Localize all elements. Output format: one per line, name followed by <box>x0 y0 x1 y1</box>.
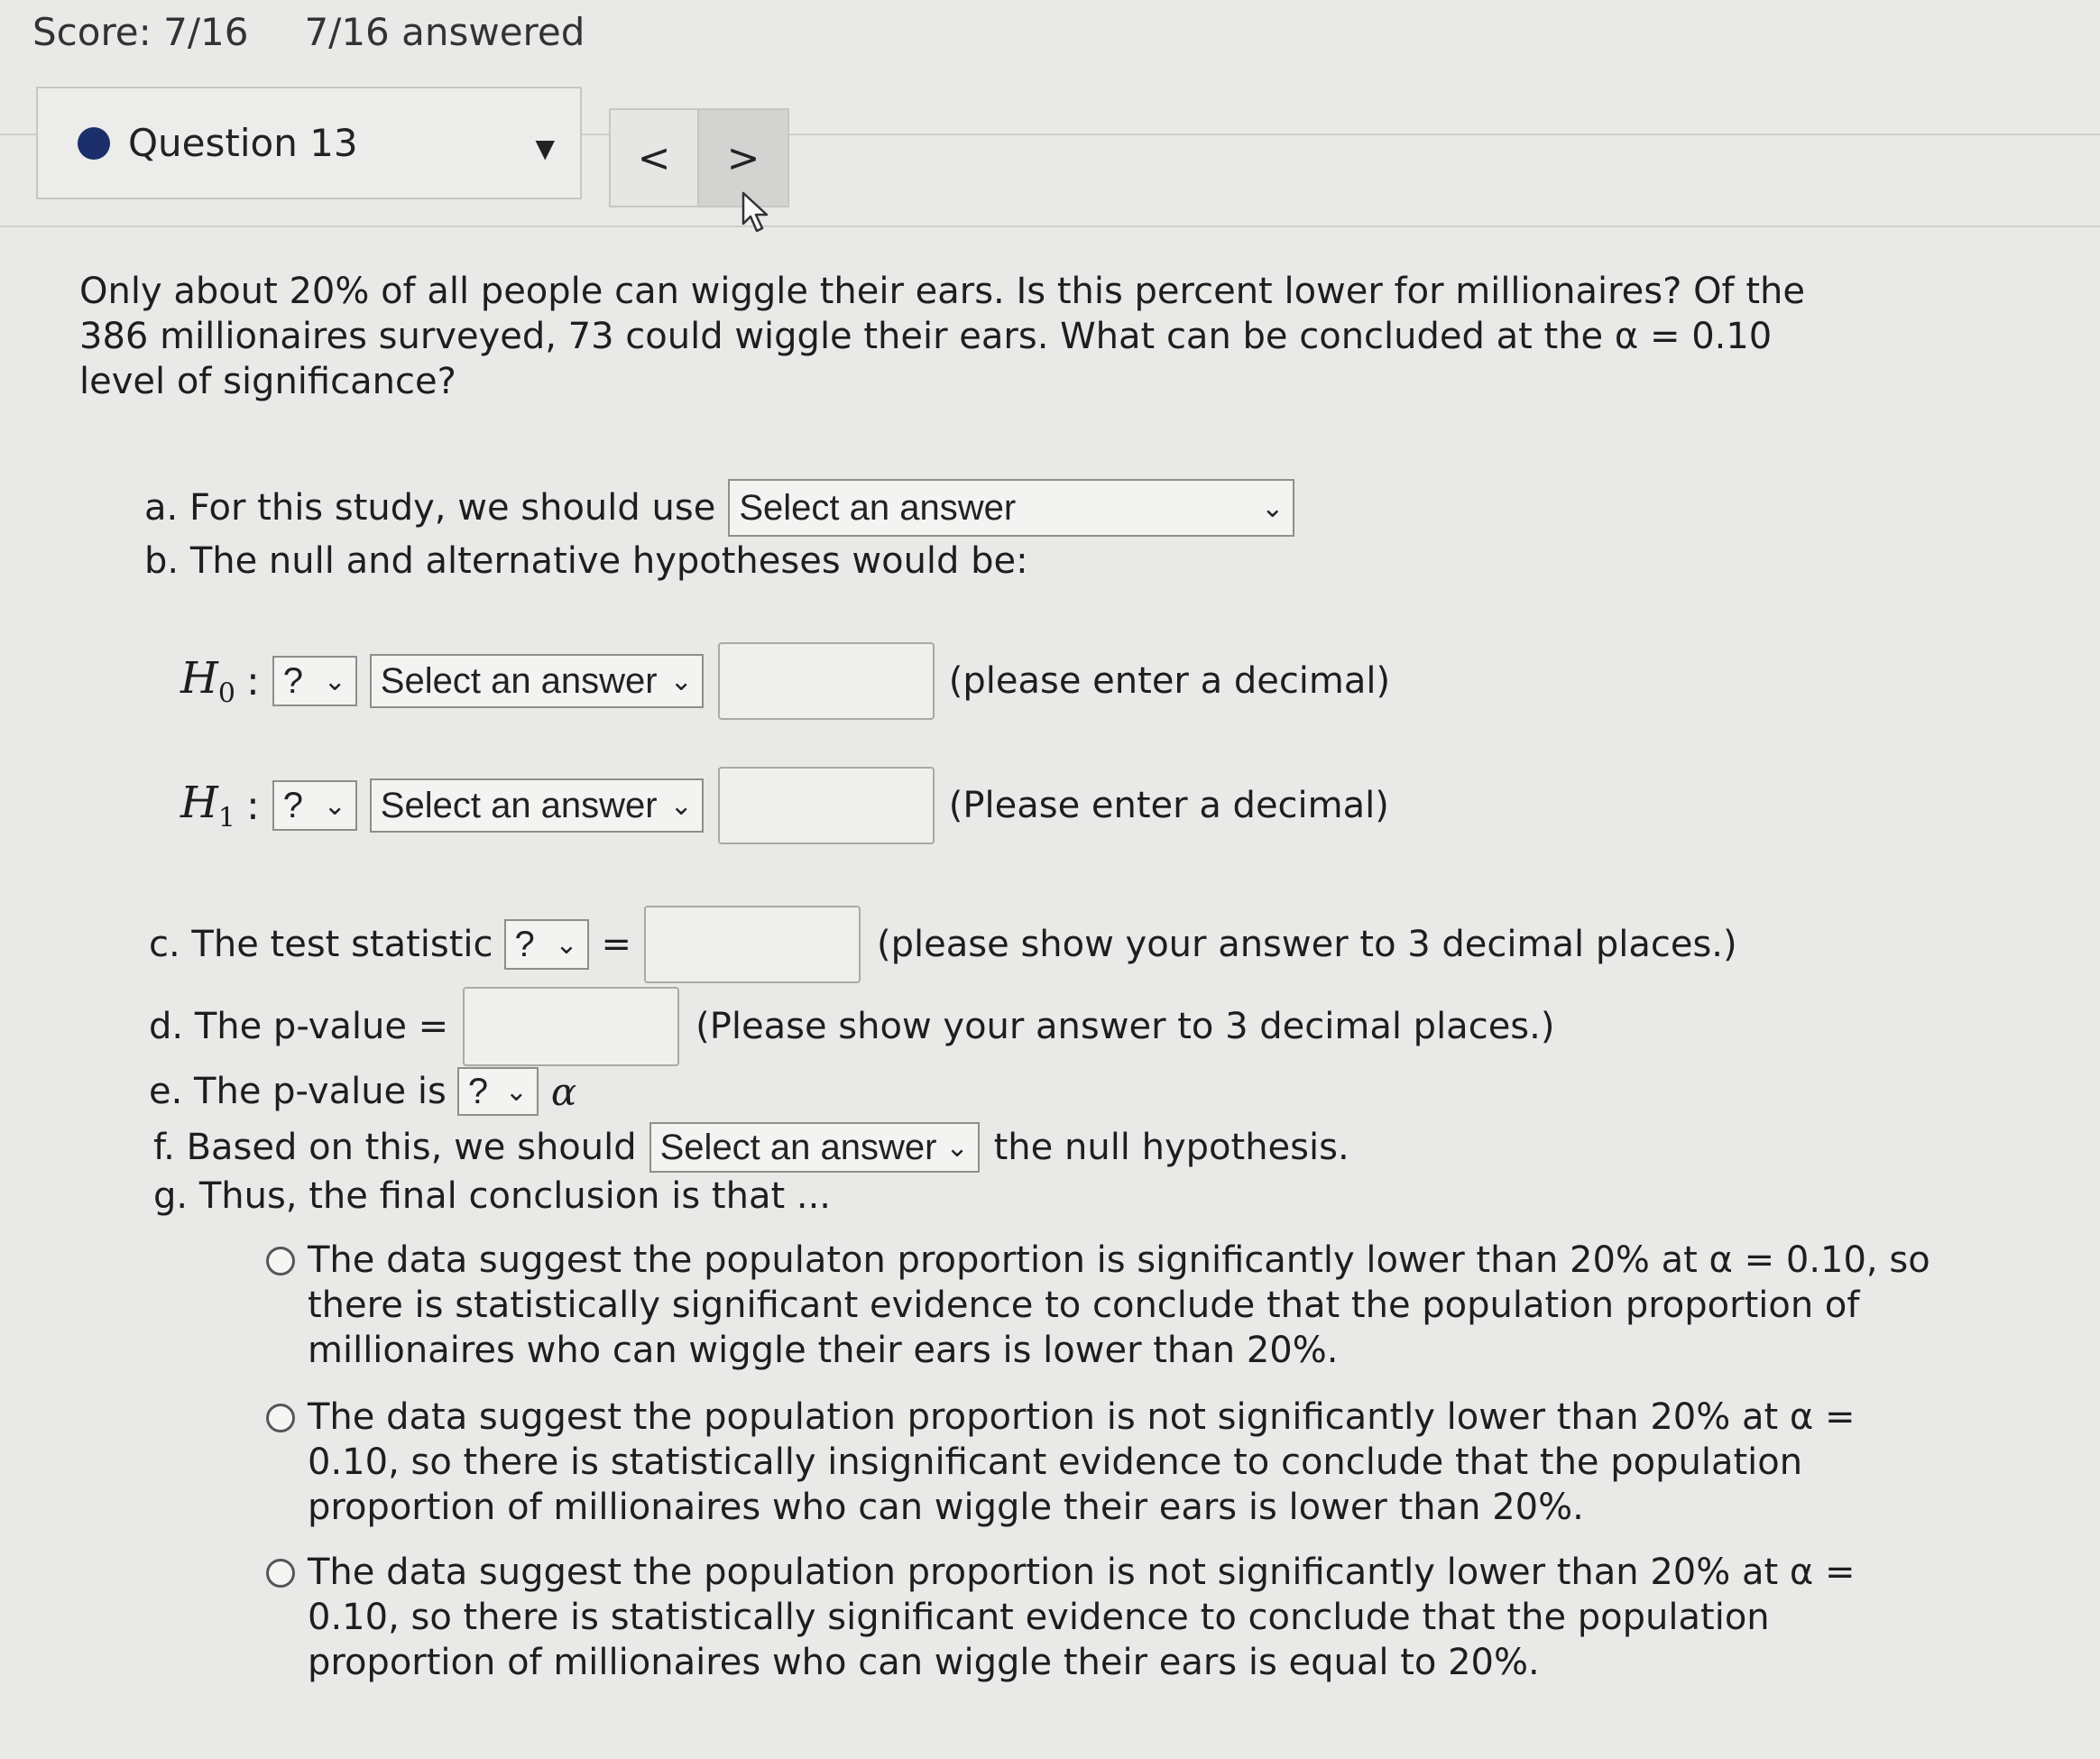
h1-operator-value: ? <box>282 785 304 825</box>
status-dot-icon <box>78 127 110 160</box>
decision-select[interactable] <box>649 1122 980 1173</box>
part-a-label: a. For this study, we should use <box>144 487 716 529</box>
alpha-symbol: α <box>550 1069 577 1114</box>
equals-sign: = <box>601 924 632 965</box>
h1-parameter-select[interactable] <box>370 778 704 833</box>
h0-symbol: $H_0$ <box>180 652 235 710</box>
radio-button[interactable] <box>266 1559 295 1588</box>
p-value-comparison-value: ? <box>467 1071 489 1111</box>
h0-operator-select[interactable] <box>272 656 357 706</box>
part-g-row <box>153 1169 831 1223</box>
chevron-down-icon: ⌄ <box>1261 493 1285 523</box>
h1-hint: (Please enter a decimal) <box>948 785 1389 826</box>
part-d-label: d. The p-value = <box>149 1006 449 1047</box>
h0-parameter-select[interactable] <box>370 654 704 708</box>
h0-value-input[interactable] <box>718 642 935 720</box>
part-d-hint: (Please show your answer to 3 decimal places.) <box>695 1006 1555 1047</box>
test-statistic-input[interactable] <box>644 906 861 983</box>
h0-subscript: 0 <box>217 677 235 710</box>
radio-button[interactable] <box>266 1247 295 1276</box>
part-c-label: c. The test statistic <box>149 924 493 965</box>
question-selector[interactable] <box>36 87 582 199</box>
conclusion-option-1[interactable] <box>266 1238 1935 1373</box>
chevron-down-icon: ⌄ <box>555 929 578 960</box>
h1-parameter-value: Select an answer <box>380 785 658 825</box>
chevron-down-icon: ⌄ <box>669 790 693 821</box>
score-text: Score: 7/16 <box>32 9 249 54</box>
part-f-suffix: the null hypothesis. <box>993 1127 1349 1168</box>
h1-value-input[interactable] <box>718 767 935 844</box>
decision-select-value: Select an answer <box>659 1127 937 1167</box>
caret-down-icon: ▼ <box>535 134 555 163</box>
h0-hint: (please enter a decimal) <box>948 660 1391 702</box>
chevron-down-icon: ⌄ <box>323 790 346 821</box>
p-value-comparison-select[interactable] <box>457 1067 539 1116</box>
h0-row <box>180 640 1390 722</box>
part-f-label: f. Based on this, we should <box>153 1127 637 1168</box>
part-e-row <box>149 1064 576 1119</box>
part-c-hint: (please show your answer to 3 decimal places.) <box>877 924 1737 965</box>
question-text: Only about 20% of all people can wiggle their ears. Is this percent lower for millionaires? Of the 386 millionaires surveyed, 73 could wiggle their ears. What can be concluded at the α = 0.10 level of significance? <box>79 271 1805 402</box>
chevron-down-icon: ⌄ <box>945 1132 969 1163</box>
chevron-down-icon: ⌄ <box>504 1076 528 1107</box>
conclusion-option-text: The data suggest the population proportion is not significantly lower than 20% at α = 0.10, so there is statistically significant evidence to conclude that the population proportion of millionaires who can wiggle their ears is equal to 20%. <box>308 1552 1856 1683</box>
h0-colon: : <box>245 658 260 705</box>
chevron-down-icon: ⌄ <box>323 666 346 696</box>
h1-operator-select[interactable] <box>272 780 357 831</box>
part-d-row <box>149 985 1554 1068</box>
part-b-label: b. The null and alternative hypotheses would be: <box>144 540 1028 582</box>
p-value-input[interactable] <box>463 987 679 1066</box>
h0-operator-value: ? <box>282 660 304 701</box>
h1-row <box>180 765 1389 846</box>
radio-button[interactable] <box>266 1404 295 1432</box>
mouse-cursor-icon <box>740 191 776 236</box>
part-f-row <box>153 1120 1349 1174</box>
test-statistic-select-value: ? <box>514 924 535 964</box>
conclusion-option-text: The data suggest the populaton proportion is significantly lower than 20% at α = 0.10, so there is statistically significant evidence to conclude that the population proportion of millionaires who can wiggle their ears is lower than 20%. <box>308 1239 1930 1371</box>
study-method-select-value: Select an answer <box>739 487 1017 528</box>
next-question-button[interactable]: > <box>699 108 789 207</box>
conclusion-option-2[interactable] <box>266 1395 1935 1530</box>
part-c-row <box>149 904 1737 985</box>
conclusion-option-3[interactable] <box>266 1550 1935 1685</box>
previous-question-button[interactable]: < <box>609 108 699 207</box>
divider-bottom <box>0 226 2100 227</box>
part-e-label: e. The p-value is <box>149 1071 447 1112</box>
h1-subscript: 1 <box>217 802 235 834</box>
answered-count: 7/16 answered <box>304 9 585 54</box>
h1-symbol: $H_1$ <box>180 777 235 834</box>
study-method-select[interactable] <box>728 479 1294 537</box>
part-a-row <box>144 478 1294 538</box>
part-b-row <box>144 534 1028 588</box>
question-selector-label: Question 13 <box>128 121 358 165</box>
test-statistic-select[interactable] <box>504 919 589 970</box>
h1-colon: : <box>245 782 260 829</box>
part-g-label: g. Thus, the final conclusion is that ... <box>153 1175 831 1217</box>
score-bar <box>32 0 585 63</box>
h0-parameter-value: Select an answer <box>380 660 658 701</box>
conclusion-option-text: The data suggest the population proportion is not significantly lower than 20% at α = 0.10, so there is statistically insignificant evidence to conclude that the population proportion of millionaires who can wiggle their ears is lower than 20%. <box>308 1396 1856 1528</box>
chevron-down-icon: ⌄ <box>669 666 693 696</box>
